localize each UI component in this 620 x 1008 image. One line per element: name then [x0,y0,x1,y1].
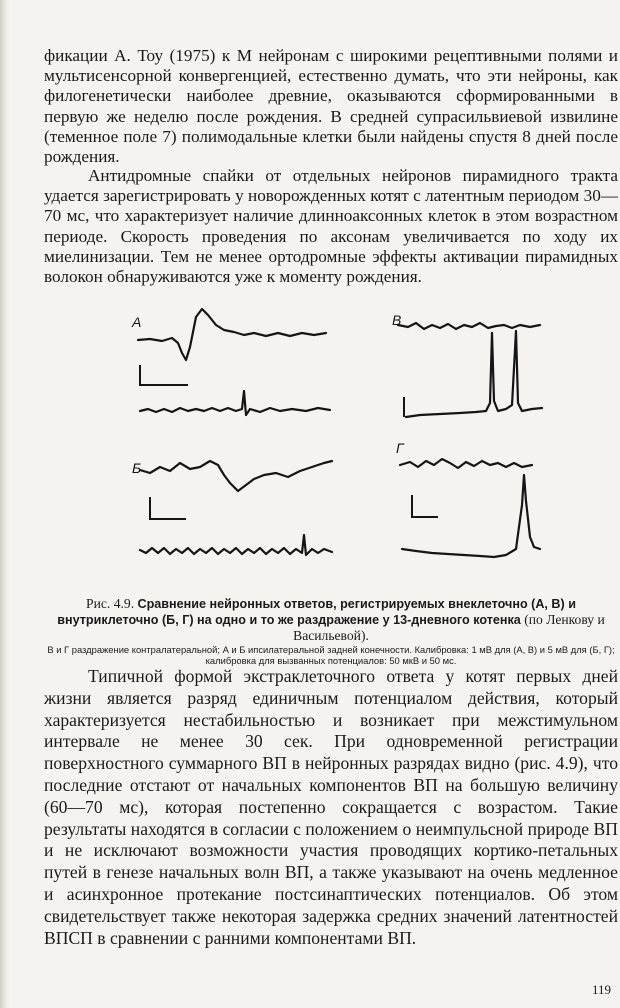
figure-traces [120,305,560,595]
paragraph-3: Типичной формой экстраклеточного ответа у котят первых дней жизни является разряд единичным потенциалом действия, который характеризуется нестабильностью и возникает при межстимульном интервале не менее 30 сек. При одновременной регистрации поверхностного суммарного ВП в нейронных разрядах видно (рис. 4.9), что последние отстают от начальных компонентов ВП на большую величину (60—70 мс), которая постепенно сокращается с возрастом. Такие результаты находятся в согласии с положением о неимпульсной природе ВП и не исключают возможности участия проводящих кортико-петальных путей в генезе начальных волн ВП, а также указывают на очень медленное и асинхронное протекание постсинаптических потенциалов. Об этом свидетельствует также некоторая задержка средних значений латентностей ВПСП в сравнении с ранними компонентами ВП. [44,666,618,948]
calibration-b [150,497,186,519]
trace-b-evoked-potential [140,461,332,491]
trace-v-evoked-potential [398,323,540,329]
caption-title: Сравнение нейронных ответов, регистрируемых внеклеточно (А, В) и внутриклеточно (Б, Г) на одно и то же раздражение у 13-дневного котенка [57,597,576,627]
caption-label: Рис. 4.9. [86,596,135,611]
trace-b-unit [140,535,332,555]
panel-label-v: В [392,312,402,328]
page-binding-shadow [0,0,10,1008]
panel-label-b: Б [132,460,142,476]
panel-label-a: А [132,314,142,330]
figure-note: В и Г раздражение контралатеральной; А и Б ипсилатеральной задней конечности. Калибровка: 1 мВ для (А, В) и 5 мВ для (Б, Г); калибровка для вызванных потенциалов: 50 мкВ и 50 мс. [47,644,615,666]
calibration-a [140,365,188,385]
caption-source: (по Ленкову и Васильевой). [293,612,605,643]
trace-a-evoked-potential [138,309,326,360]
trace-v-unit [406,331,542,417]
figure-4-9 [120,305,560,595]
figure-caption [44,596,618,644]
calibration-g [412,495,438,517]
page-number: 119 [592,982,612,997]
paragraph-2: Антидромные спайки от отдельных нейронов пирамидного тракта удается зарегистрировать у новорожденных котят с латентным периодом 30—70 мс, что характеризует наличие длинноаксонных клеток в этом возрастном периоде. Скорость проведения по аксонам увеличивается по ходу их миелинизации. Тем не менее ортодромные эффекты активации пирамидных волокон обнаруживаются уже к моменту рождения. [44,166,618,287]
trace-a-unit [140,391,330,415]
paragraph-1: фикации А. Тоу (1975) к М нейронам с широкими рецептивными полями и мультисенсорной конвергенцией, естественно думать, что эти нейроны, как филогенетически наиболее древние, оказываются сформированными в первую же неделю после рождения. В средней супрасильвиевой извилине (теменное поле 7) полимодальные клетки были найдены спустя 8 дней после рождения. [44,46,618,167]
trace-g-evoked-potential [400,459,532,468]
panel-label-g: Г [396,440,404,456]
